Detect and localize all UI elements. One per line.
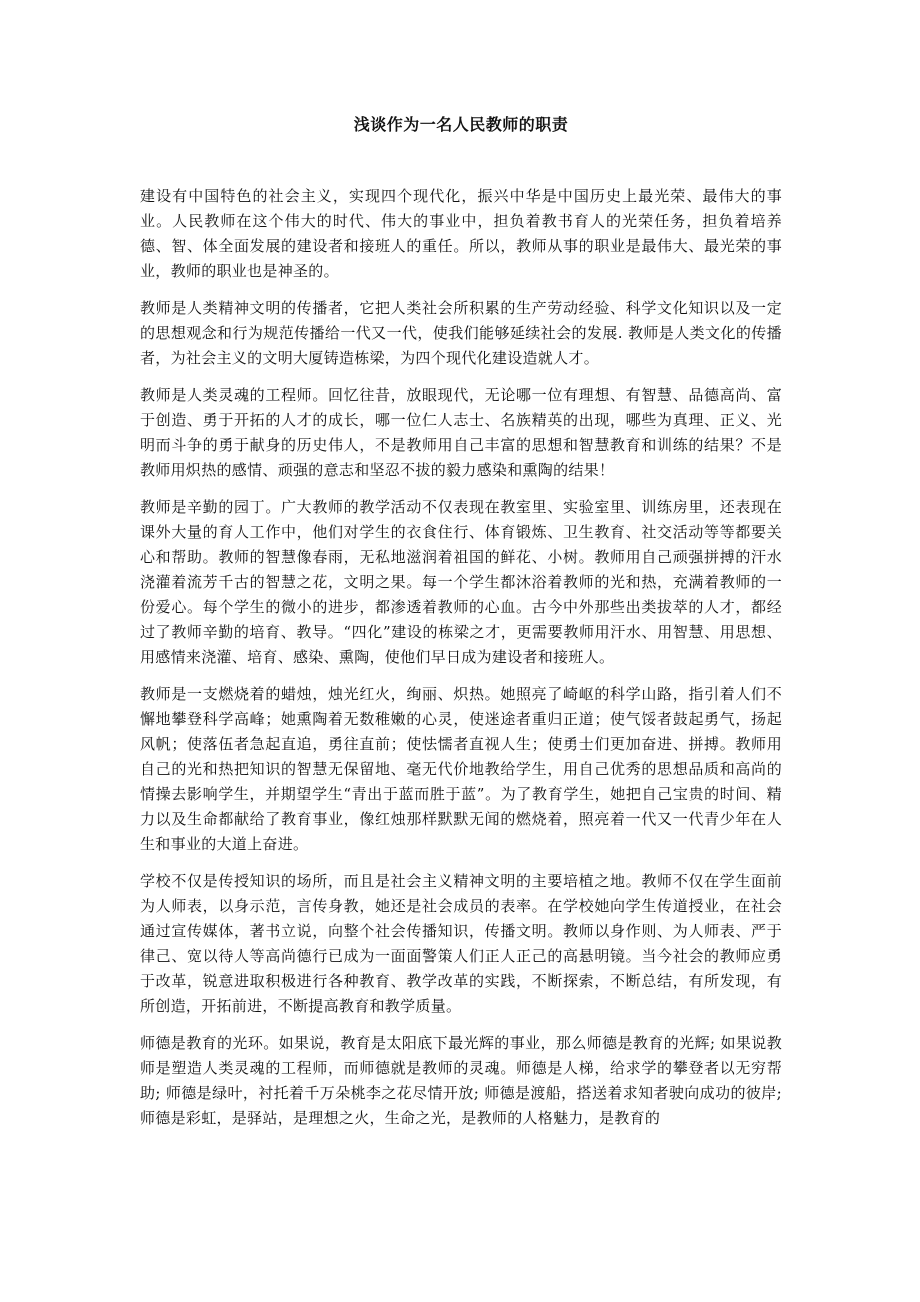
- paragraph-4: 教师是辛勤的园丁。广大教师的教学活动不仅表现在教室里、实验室里、训练房里，还表现在课外大量的育人工作中，他们对学生的衣食住行、体育锻炼、卫生教育、社交活动等等都要关心和帮助。教师的智慧像春雨，无私地滋润着祖国的鲜花、小树。教师用自己顽强拼搏的汗水浇灌着流芳千古的智慧之花，文明之果。每一个学生都沐浴着教师的光和热，充满着教师的一份爱心。每个学生的微小的进步，都渗透着教师的心血。古今中外那些出类拔萃的人才，都经过了教师辛勤的培育、教导。“四化”建设的栋梁之才，更需要教师用汗水、用智慧、用思想、用感情来浇灌、培育、感染、熏陶，使他们早日成为建设者和接班人。: [140, 498, 782, 666]
- paragraph-1: 建设有中国特色的社会主义，实现四个现代化，振兴中华是中国历史上最光荣、最伟大的事业。人民教师在这个伟大的时代、伟大的事业中，担负着教书育人的光荣任务，担负着培养德、智、体全面发展的建设者和接班人的重任。所以，教师从事的职业是最伟大、最光荣的事业，教师的职业也是神圣的。: [140, 187, 782, 280]
- paragraph-3: 教师是人类灵魂的工程师。回忆往昔，放眼现代，无论哪一位有理想、有智慧、品德高尚、富于创造、勇于开拓的人才的成长，哪一位仁人志士、名族精英的出现，哪些为真理、正义、光明而斗争的勇于献身的历史伟人，不是教师用自己丰富的思想和智慧教育和训练的结果？不是教师用炽热的感情、顽强的意志和坚忍不拔的毅力感染和熏陶的结果！: [140, 386, 782, 479]
- paragraph-6: 学校不仅是传授知识的场所，而且是社会主义精神文明的主要培植之地。教师不仅在学生面前为人师表，以身示范，言传身教，她还是社会成员的表率。在学校她向学生传道授业，在社会通过宣传媒体，著书立说，向整个社会传播知识，传播文明。教师以身作则、为人师表、严于律己、宽以待人等高尚德行已成为一面面警策人们正人正己的高悬明镜。当今社会的教师应勇于改革，锐意进取积极进行各种教育、教学改革的实践，不断探索，不断总结，有所发现，有所创造，开拓前进，不断提高教育和教学质量。: [140, 872, 782, 1015]
- paragraph-2: 教师是人类精神文明的传播者，它把人类社会所积累的生产劳动经验、科学文化知识以及一定的思想观念和行为规范传播给一代又一代，使我们能够延续社会的发展. 教师是人类文化的传播者，为社会主义的文明大厦铸造栋梁，为四个现代化建设造就人才。: [140, 299, 782, 367]
- paragraph-7: 师德是教育的光环。如果说，教育是太阳底下最光辉的事业，那么师德是教育的光辉; 如果说教师是塑造人类灵魂的工程师，而师德就是教师的灵魂。师德是人梯，给求学的攀登者以无穷帮助; 师德是绿叶，衬托着千万朵桃李之花尽情开放; 师德是渡船，搭送着求知者驶向成功的彼岸; 师德是彩虹，是驿站，是理想之火，生命之光，是教师的人格魅力，是教育的: [140, 1034, 782, 1127]
- document-page: [140, 112, 782, 1143]
- paragraph-5: 教师是一支燃烧着的蜡烛，烛光红火，绚丽、炽热。她照亮了崎岖的科学山路，指引着人们不懈地攀登科学高峰；她熏陶着无数稚嫩的心灵，使迷途者重归正道；使气馁者鼓起勇气，扬起风帆；使落伍者急起直追，勇往直前；使怯懦者直视人生；使勇士们更加奋进、拼搏。教师用自己的光和热把知识的智慧无保留地、毫无代价地教给学生，用自己优秀的思想品质和高尚的情操去影响学生，并期望学生“青出于蓝而胜于蓝”。为了教育学生，她把自己宝贵的时间、精力以及生命都献给了教育事业，像红烛那样默默无闻的燃烧着，照亮着一代又一代青少年在人生和事业的大道上奋进。: [140, 685, 782, 853]
- document-title: 浅谈作为一名人民教师的职责: [353, 115, 569, 134]
